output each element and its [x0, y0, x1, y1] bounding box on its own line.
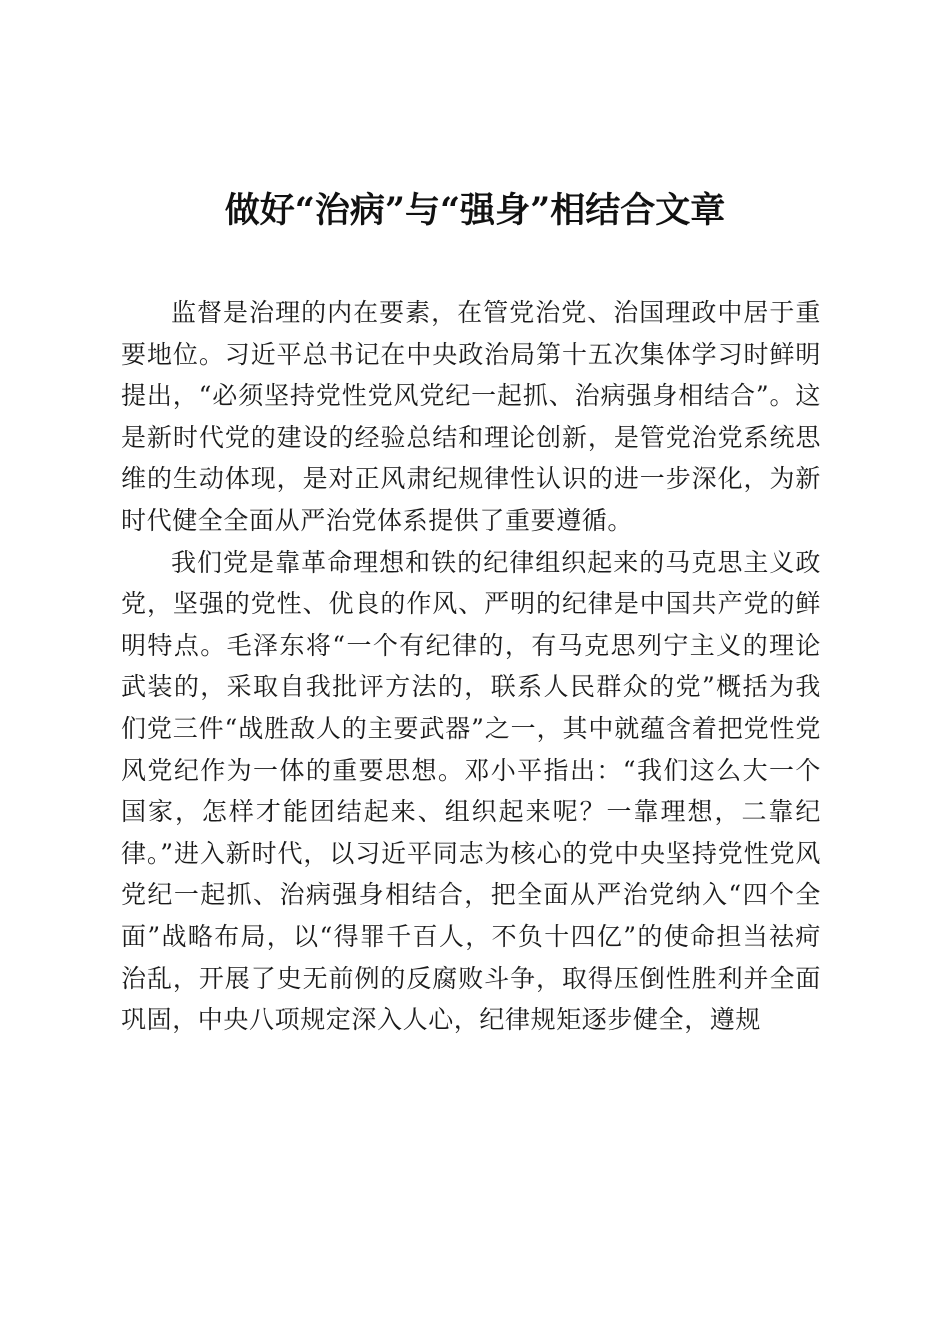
document-title: 做好“治病”与“强身”相结合文章 [224, 190, 726, 231]
document-body [121, 292, 821, 1041]
paragraph-2: 我们党是靠革命理想和铁的纪律组织起来的马克思主义政党，坚强的党性、优良的作风、严明的纪律是中国共产党的鲜明特点。毛泽东将“一个有纪律的，有马克思列宁主义的理论武装的，采取自我批评方法的，联系人民群众的党”概括为我们党三件“战胜敌人的主要武器”之一，其中就蕴含着把党性党风党纪作为一体的重要思想。邓小平指出：“我们这么大一个国家，怎样才能团结起来、组织起来呢？一靠理想，二靠纪律。”进入新时代，以习近平同志为核心的党中央坚持党性党风党纪一起抓、治病强身相结合，把全面从严治党纳入“四个全面”战略布局，以“得罪千百人，不负十四亿”的使命担当祛疴治乱，开展了史无前例的反腐败斗争，取得压倒性胜利并全面巩固，中央八项规定深入人心，纪律规矩逐步健全，遵规 [121, 547, 821, 1035]
paragraph-1: 监督是治理的内在要素，在管党治党、治国理政中居于重要地位。习近平总书记在中央政治局第十五次集体学习时鲜明提出，“必须坚持党性党风党纪一起抓、治病强身相结合”。这是新时代党的建设的经验总结和理论创新，是管党治党系统思维的生动体现，是对正风肃纪规律性认识的进一步深化，为新时代健全全面从严治党体系提供了重要遵循。 [121, 298, 821, 535]
